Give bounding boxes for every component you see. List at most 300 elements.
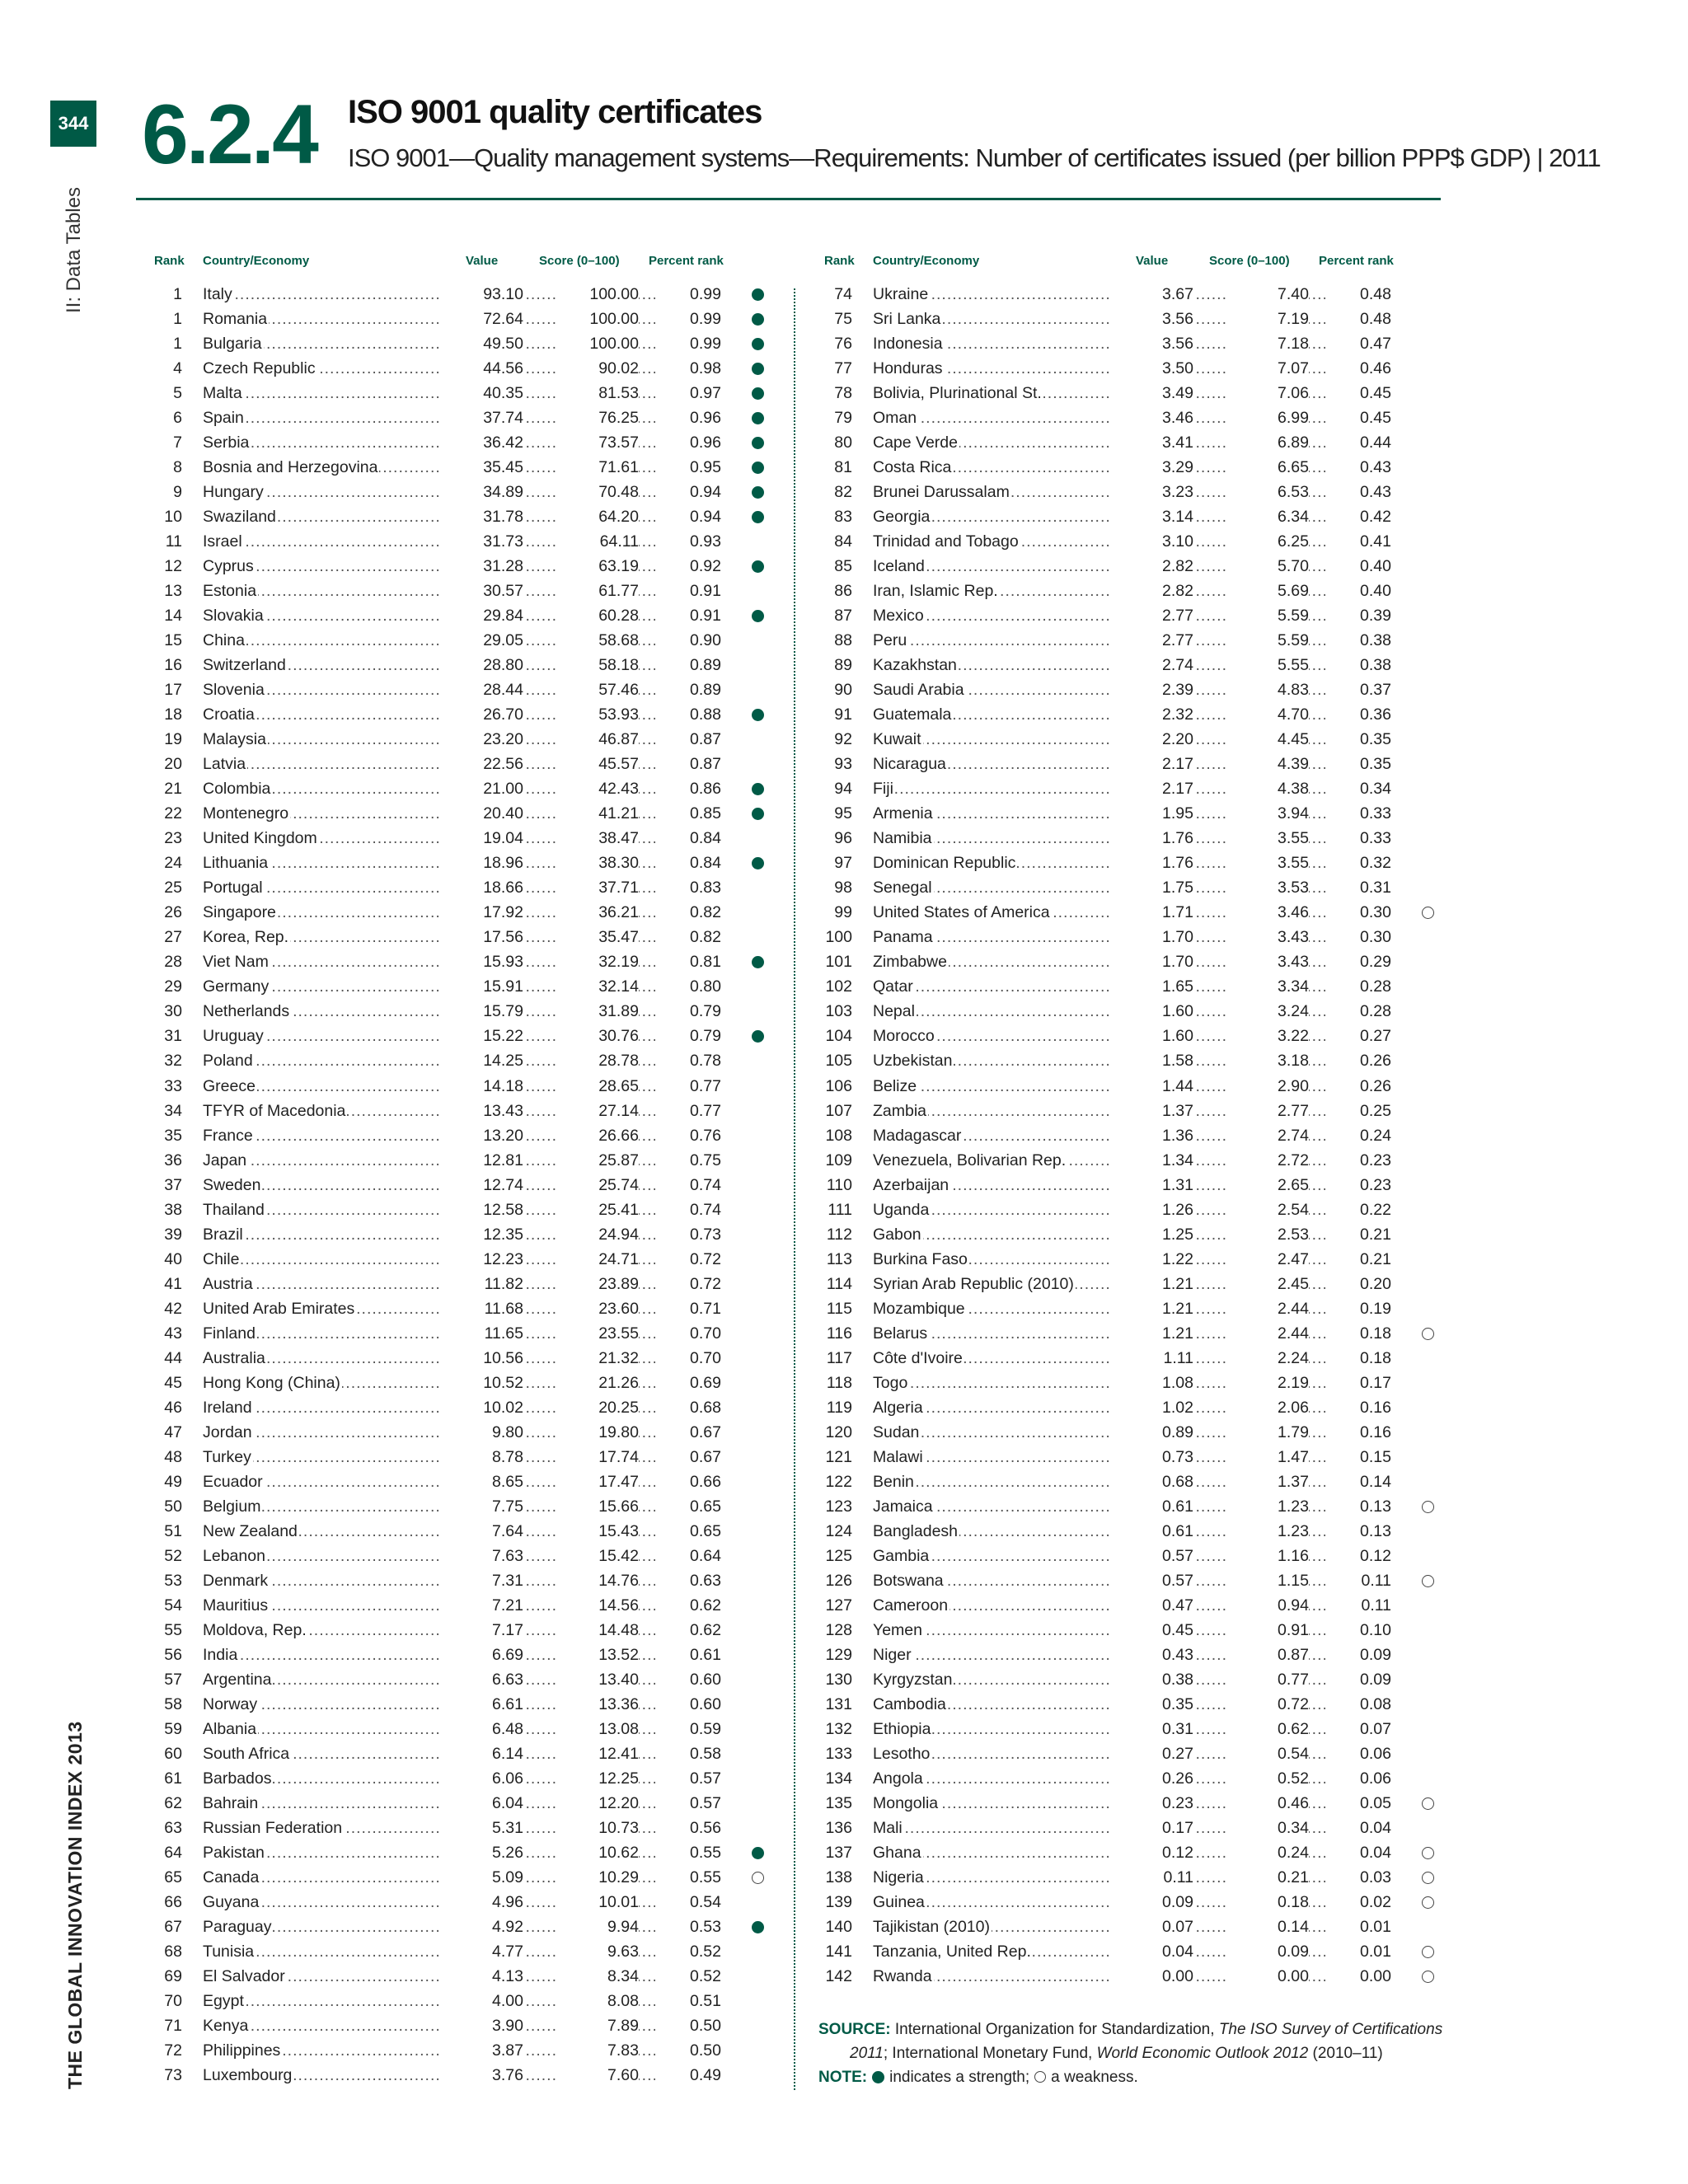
rank-cell: 108: [825, 1126, 852, 1145]
score-cell: 12.41: [556, 1741, 639, 1766]
country-cell: Trinidad and Tobago: [873, 529, 1020, 554]
score-cell: 9.63: [556, 1939, 639, 1964]
country-cell: Thailand: [203, 1197, 266, 1222]
country-cell: Kuwait: [873, 727, 923, 752]
percent-rank-cell: 0.97: [655, 381, 721, 405]
country-cell: China: [203, 628, 246, 653]
score-cell: 70.48: [556, 480, 639, 504]
value-cell: 21.00: [441, 776, 523, 801]
value-cell: 1.25: [1111, 1222, 1193, 1247]
rank-cell: 13: [164, 582, 182, 601]
rank-cell: 44: [164, 1348, 182, 1367]
country-cell: Burkina Faso: [873, 1247, 969, 1272]
value-cell: 12.81: [441, 1148, 523, 1173]
header-country: Country/Economy: [873, 254, 980, 268]
value-cell: 4.00: [441, 1989, 523, 2013]
value-cell: 2.17: [1111, 776, 1193, 801]
rank-cell: 31: [164, 1027, 182, 1046]
strength-dot-icon: [752, 956, 764, 968]
country-cell: Tajikistan (2010): [873, 1915, 992, 1939]
country-cell: Bolivia, Plurinational St.: [873, 381, 1043, 405]
value-cell: 10.02: [441, 1395, 523, 1420]
score-cell: 9.94: [556, 1915, 639, 1939]
country-cell: Malta: [203, 381, 244, 405]
rank-cell: 74: [834, 285, 852, 303]
value-cell: 0.31: [1111, 1717, 1193, 1741]
percent-rank-cell: 0.59: [655, 1717, 721, 1741]
percent-rank-cell: 0.65: [655, 1494, 721, 1519]
country-cell: Saudi Arabia: [873, 677, 966, 702]
score-cell: 0.94: [1226, 1593, 1309, 1618]
value-cell: 13.43: [441, 1099, 523, 1123]
value-cell: 11.65: [441, 1321, 523, 1346]
percent-rank-cell: 0.96: [655, 405, 721, 430]
rank-cell: 119: [826, 1398, 852, 1417]
score-cell: 32.14: [556, 974, 639, 999]
value-cell: 1.71: [1111, 900, 1193, 925]
value-cell: 6.61: [441, 1692, 523, 1717]
country-cell: Mexico: [873, 603, 926, 628]
country-cell: Russian Federation: [203, 1816, 344, 1840]
rank-cell: 118: [826, 1373, 852, 1392]
rank-cell: 60: [164, 1744, 182, 1763]
percent-rank-cell: 0.17: [1325, 1371, 1391, 1395]
country-cell: Germany: [203, 974, 270, 999]
column-divider: [794, 288, 795, 2090]
country-cell: Hungary: [203, 480, 265, 504]
source-note: [818, 2018, 1445, 2089]
value-cell: 0.07: [1111, 1915, 1193, 1939]
score-cell: 7.06: [1226, 381, 1309, 405]
score-cell: 0.24: [1226, 1840, 1309, 1865]
score-cell: 61.77: [556, 579, 639, 603]
note-line: [818, 2065, 1445, 2089]
source-text-3: (2010–11): [1308, 2045, 1383, 2062]
value-cell: 1.95: [1111, 801, 1193, 826]
index-label: THE GLOBAL INNOVATION INDEX 2013: [64, 1721, 86, 2089]
rank-cell: 103: [825, 1002, 852, 1021]
weakness-dot-icon: [1422, 1971, 1434, 1983]
percent-rank-cell: 0.26: [1325, 1074, 1391, 1099]
score-cell: 10.29: [556, 1865, 639, 1890]
section-number: 6.2.4: [142, 87, 316, 181]
score-cell: 1.23: [1226, 1519, 1309, 1544]
value-cell: 5.31: [441, 1816, 523, 1840]
page-subtitle: ISO 9001—Quality management systems—Requirements: Number of certificates issued (per billion PPP$ GDP) | 2011: [348, 143, 1601, 172]
percent-rank-cell: 0.31: [1325, 875, 1391, 900]
rank-cell: 58: [164, 1694, 182, 1713]
score-cell: 5.70: [1226, 554, 1309, 579]
country-cell: Lesotho: [873, 1741, 931, 1766]
strength-dot-icon: [752, 857, 764, 869]
country-cell: Cape Verde: [873, 430, 959, 455]
rank-cell: 107: [825, 1101, 852, 1120]
score-cell: 3.55: [1226, 851, 1309, 875]
score-cell: 32.19: [556, 949, 639, 974]
country-cell: Austria: [203, 1272, 255, 1296]
score-cell: 1.15: [1226, 1568, 1309, 1593]
rank-cell: 10: [164, 508, 182, 527]
percent-rank-cell: 0.62: [655, 1593, 721, 1618]
score-cell: 64.11: [556, 529, 639, 554]
percent-rank-cell: 0.06: [1325, 1766, 1391, 1791]
percent-rank-cell: 0.10: [1325, 1618, 1391, 1643]
strength-dot-icon: [752, 808, 764, 820]
value-cell: 14.18: [441, 1074, 523, 1099]
percent-rank-cell: 0.01: [1325, 1915, 1391, 1939]
percent-rank-cell: 0.34: [1325, 776, 1391, 801]
rank-cell: 124: [825, 1521, 852, 1540]
rank-cell: 19: [164, 730, 182, 749]
value-cell: 20.40: [441, 801, 523, 826]
percent-rank-cell: 0.67: [655, 1420, 721, 1445]
percent-rank-cell: 0.99: [655, 307, 721, 331]
value-cell: 7.63: [441, 1544, 523, 1568]
value-cell: 3.14: [1111, 504, 1193, 529]
rank-cell: 126: [825, 1571, 852, 1590]
value-cell: 7.75: [441, 1494, 523, 1519]
country-cell: Chile: [203, 1247, 241, 1272]
country-cell: Turkey: [203, 1445, 253, 1469]
rank-cell: 35: [164, 1126, 182, 1145]
score-cell: 8.34: [556, 1964, 639, 1989]
percent-rank-cell: 0.19: [1325, 1296, 1391, 1321]
country-cell: Oman: [873, 405, 918, 430]
score-cell: 2.06: [1226, 1395, 1309, 1420]
score-cell: 3.43: [1226, 949, 1309, 974]
value-cell: 1.76: [1111, 851, 1193, 875]
source-text: International Organization for Standardization,: [894, 2021, 1219, 2038]
value-cell: 1.22: [1111, 1247, 1193, 1272]
value-cell: 22.56: [441, 752, 523, 776]
weakness-dot-icon: [1422, 1896, 1434, 1909]
value-cell: 0.04: [1111, 1939, 1193, 1964]
country-cell: Gabon: [873, 1222, 923, 1247]
value-cell: 6.14: [441, 1741, 523, 1766]
rank-cell: 49: [164, 1472, 182, 1491]
percent-rank-cell: 0.38: [1325, 628, 1391, 653]
country-cell: Belgium: [203, 1494, 262, 1519]
score-cell: 45.57: [556, 752, 639, 776]
country-cell: Latvia: [203, 752, 247, 776]
country-cell: Spain: [203, 405, 246, 430]
weakness-dot-icon: [1422, 907, 1434, 919]
value-cell: 1.70: [1111, 925, 1193, 949]
header-score: Score (0–100): [1209, 254, 1290, 268]
percent-rank-cell: 0.30: [1325, 900, 1391, 925]
percent-rank-cell: 0.07: [1325, 1717, 1391, 1741]
country-cell: Poland: [203, 1048, 255, 1073]
value-cell: 3.29: [1111, 455, 1193, 480]
score-cell: 76.25: [556, 405, 639, 430]
rank-cell: 129: [825, 1645, 852, 1664]
score-cell: 3.22: [1226, 1024, 1309, 1048]
rank-cell: 63: [164, 1818, 182, 1837]
value-cell: 1.21: [1111, 1272, 1193, 1296]
value-cell: 5.09: [441, 1865, 523, 1890]
percent-rank-cell: 0.72: [655, 1272, 721, 1296]
value-cell: 0.09: [1111, 1890, 1193, 1915]
country-cell: Bangladesh: [873, 1519, 959, 1544]
score-cell: 2.65: [1226, 1173, 1309, 1197]
value-cell: 40.35: [441, 381, 523, 405]
percent-rank-cell: 0.33: [1325, 801, 1391, 826]
percent-rank-cell: 0.99: [655, 331, 721, 356]
percent-rank-cell: 0.76: [655, 1123, 721, 1148]
country-cell: Jordan: [203, 1420, 254, 1445]
score-cell: 64.20: [556, 504, 639, 529]
score-cell: 20.25: [556, 1395, 639, 1420]
percent-rank-cell: 0.41: [1325, 529, 1391, 554]
value-cell: 3.10: [1111, 529, 1193, 554]
rank-cell: 116: [826, 1324, 852, 1343]
rank-cell: 79: [834, 409, 852, 428]
score-cell: 10.01: [556, 1890, 639, 1915]
source-text-2: ; International Monetary Fund,: [883, 2045, 1097, 2062]
percent-rank-cell: 0.81: [655, 949, 721, 974]
strength-dot-icon: [752, 313, 764, 326]
rank-cell: 50: [164, 1497, 182, 1516]
country-cell: Sudan: [873, 1420, 921, 1445]
weakness-dot-icon: [1422, 1946, 1434, 1958]
value-cell: 9.80: [441, 1420, 523, 1445]
rank-cell: 92: [834, 730, 852, 749]
rank-cell: 67: [164, 1918, 182, 1937]
country-cell: Uganda: [873, 1197, 931, 1222]
percent-rank-cell: 0.36: [1325, 702, 1391, 727]
weakness-dot-icon: [1422, 1872, 1434, 1884]
percent-rank-cell: 0.84: [655, 826, 721, 851]
strength-dot-icon: [752, 1847, 764, 1859]
country-cell: South Africa: [203, 1741, 291, 1766]
percent-rank-cell: 0.70: [655, 1346, 721, 1371]
score-cell: 10.62: [556, 1840, 639, 1865]
rank-cell: 117: [826, 1348, 852, 1367]
value-cell: 36.42: [441, 430, 523, 455]
rank-cell: 7: [173, 434, 182, 452]
strength-dot-icon: [752, 511, 764, 523]
country-cell: Ghana: [873, 1840, 923, 1865]
score-cell: 5.59: [1226, 603, 1309, 628]
percent-rank-cell: 0.74: [655, 1197, 721, 1222]
value-cell: 1.76: [1111, 826, 1193, 851]
rank-cell: 114: [826, 1274, 852, 1293]
value-cell: 6.48: [441, 1717, 523, 1741]
score-cell: 28.78: [556, 1048, 639, 1073]
rank-cell: 34: [164, 1101, 182, 1120]
score-cell: 0.52: [1226, 1766, 1309, 1791]
strength-dot-icon: [752, 486, 764, 499]
value-cell: 10.56: [441, 1346, 523, 1371]
score-cell: 6.89: [1226, 430, 1309, 455]
value-cell: 4.96: [441, 1890, 523, 1915]
value-cell: 19.04: [441, 826, 523, 851]
rank-cell: 122: [825, 1472, 852, 1491]
rank-cell: 29: [164, 977, 182, 996]
value-cell: 26.70: [441, 702, 523, 727]
rank-cell: 101: [825, 953, 852, 972]
score-cell: 25.41: [556, 1197, 639, 1222]
country-cell: United Kingdom: [203, 826, 319, 851]
value-cell: 2.77: [1111, 603, 1193, 628]
rank-cell: 46: [164, 1398, 182, 1417]
rank-cell: 121: [825, 1447, 852, 1466]
rank-cell: 75: [834, 310, 852, 329]
score-cell: 37.71: [556, 875, 639, 900]
score-cell: 8.08: [556, 1989, 639, 2013]
percent-rank-cell: 0.16: [1325, 1420, 1391, 1445]
score-cell: 1.47: [1226, 1445, 1309, 1469]
value-cell: 3.50: [1111, 356, 1193, 381]
country-cell: Qatar: [873, 974, 915, 999]
rank-cell: 112: [826, 1225, 852, 1244]
value-cell: 1.21: [1111, 1321, 1193, 1346]
rank-cell: 93: [834, 755, 852, 774]
value-cell: 15.79: [441, 999, 523, 1024]
value-cell: 2.74: [1111, 653, 1193, 677]
percent-rank-cell: 0.58: [655, 1741, 721, 1766]
rank-cell: 136: [825, 1818, 852, 1837]
percent-rank-cell: 0.79: [655, 999, 721, 1024]
percent-rank-cell: 0.26: [1325, 1048, 1391, 1073]
score-cell: 4.39: [1226, 752, 1309, 776]
rank-cell: 77: [834, 359, 852, 378]
rank-cell: 5: [173, 384, 182, 403]
country-cell: Slovakia: [203, 603, 265, 628]
score-cell: 23.55: [556, 1321, 639, 1346]
value-cell: 0.73: [1111, 1445, 1193, 1469]
percent-rank-cell: 0.74: [655, 1173, 721, 1197]
weakness-dot-icon: [1034, 2071, 1046, 2083]
percent-rank-cell: 0.01: [1325, 1939, 1391, 1964]
country-cell: Bulgaria: [203, 331, 264, 356]
percent-rank-cell: 0.89: [655, 677, 721, 702]
value-cell: 8.78: [441, 1445, 523, 1469]
percent-rank-cell: 0.73: [655, 1222, 721, 1247]
value-cell: 0.35: [1111, 1692, 1193, 1717]
percent-rank-cell: 0.28: [1325, 974, 1391, 999]
country-cell: Belize: [873, 1074, 918, 1099]
value-cell: 5.26: [441, 1840, 523, 1865]
score-cell: 38.30: [556, 851, 639, 875]
percent-rank-cell: 0.96: [655, 430, 721, 455]
percent-rank-cell: 0.43: [1325, 480, 1391, 504]
percent-rank-cell: 0.93: [655, 529, 721, 554]
value-cell: 6.04: [441, 1791, 523, 1816]
country-cell: Moldova, Rep.: [203, 1618, 308, 1643]
rank-cell: 54: [164, 1596, 182, 1615]
note-strength: indicates a strength;: [889, 2069, 1030, 2086]
country-cell: Singapore: [203, 900, 278, 925]
score-cell: 14.56: [556, 1593, 639, 1618]
country-cell: Albania: [203, 1717, 258, 1741]
country-cell: Montenegro: [203, 801, 290, 826]
weakness-dot-icon: [1422, 1575, 1434, 1587]
rank-cell: 106: [825, 1076, 852, 1095]
country-cell: Greece: [203, 1074, 257, 1099]
score-cell: 13.36: [556, 1692, 639, 1717]
rank-cell: 72: [164, 2041, 182, 2060]
country-cell: Tanzania, United Rep.: [873, 1939, 1033, 1964]
source-year: 2011: [850, 2045, 884, 2062]
percent-rank-cell: 0.28: [1325, 999, 1391, 1024]
score-cell: 7.83: [556, 2038, 639, 2063]
source-label: SOURCE:: [818, 2021, 891, 2038]
strength-dot-icon: [752, 288, 764, 301]
value-cell: 31.28: [441, 554, 523, 579]
value-cell: 12.58: [441, 1197, 523, 1222]
weakness-dot-icon: [1422, 1328, 1434, 1340]
percent-rank-cell: 0.53: [655, 1915, 721, 1939]
country-cell: Sweden: [203, 1173, 262, 1197]
score-cell: 25.74: [556, 1173, 639, 1197]
score-cell: 12.25: [556, 1766, 639, 1791]
country-cell: Nepal: [873, 999, 917, 1024]
country-cell: Guinea: [873, 1890, 926, 1915]
country-cell: Mozambique: [873, 1296, 967, 1321]
score-cell: 1.79: [1226, 1420, 1309, 1445]
rank-cell: 115: [826, 1299, 852, 1318]
value-cell: 29.05: [441, 628, 523, 653]
rank-cell: 27: [164, 928, 182, 947]
value-cell: 3.41: [1111, 430, 1193, 455]
percent-rank-cell: 0.67: [655, 1445, 721, 1469]
percent-rank-cell: 0.63: [655, 1568, 721, 1593]
score-cell: 23.89: [556, 1272, 639, 1296]
percent-rank-cell: 0.45: [1325, 405, 1391, 430]
strength-dot-icon: [752, 610, 764, 622]
percent-rank-cell: 0.11: [1325, 1593, 1391, 1618]
score-cell: 7.60: [556, 2063, 639, 2088]
country-cell: Niger: [873, 1643, 913, 1667]
percent-rank-cell: 0.78: [655, 1048, 721, 1073]
score-cell: 3.18: [1226, 1048, 1309, 1073]
score-cell: 4.45: [1226, 727, 1309, 752]
rank-cell: 90: [834, 681, 852, 700]
percent-rank-cell: 0.55: [655, 1865, 721, 1890]
country-cell: Jamaica: [873, 1494, 935, 1519]
percent-rank-cell: 0.66: [655, 1469, 721, 1494]
value-cell: 0.43: [1111, 1643, 1193, 1667]
percent-rank-cell: 0.21: [1325, 1247, 1391, 1272]
value-cell: 23.20: [441, 727, 523, 752]
score-cell: 15.42: [556, 1544, 639, 1568]
rank-cell: 125: [825, 1546, 852, 1565]
rank-cell: 33: [164, 1076, 182, 1095]
percent-rank-cell: 0.09: [1325, 1643, 1391, 1667]
value-cell: 0.61: [1111, 1494, 1193, 1519]
value-cell: 0.38: [1111, 1667, 1193, 1692]
value-cell: 0.00: [1111, 1964, 1193, 1989]
country-cell: Zimbabwe: [873, 949, 949, 974]
rank-cell: 52: [164, 1546, 182, 1565]
rank-cell: 51: [164, 1521, 182, 1540]
country-cell: Tunisia: [203, 1939, 256, 1964]
score-cell: 42.43: [556, 776, 639, 801]
value-cell: 1.58: [1111, 1048, 1193, 1073]
country-cell: Ethiopia: [873, 1717, 932, 1741]
note-weakness: a weakness.: [1051, 2069, 1138, 2086]
rank-cell: 91: [834, 705, 852, 724]
country-cell: Syrian Arab Republic (2010): [873, 1272, 1076, 1296]
percent-rank-cell: 0.16: [1325, 1395, 1391, 1420]
value-cell: 18.66: [441, 875, 523, 900]
country-cell: Australia: [203, 1346, 267, 1371]
value-cell: 4.13: [441, 1964, 523, 1989]
country-cell: Czech Republic: [203, 356, 317, 381]
rank-cell: 70: [164, 1992, 182, 2011]
rank-cell: 22: [164, 804, 182, 823]
